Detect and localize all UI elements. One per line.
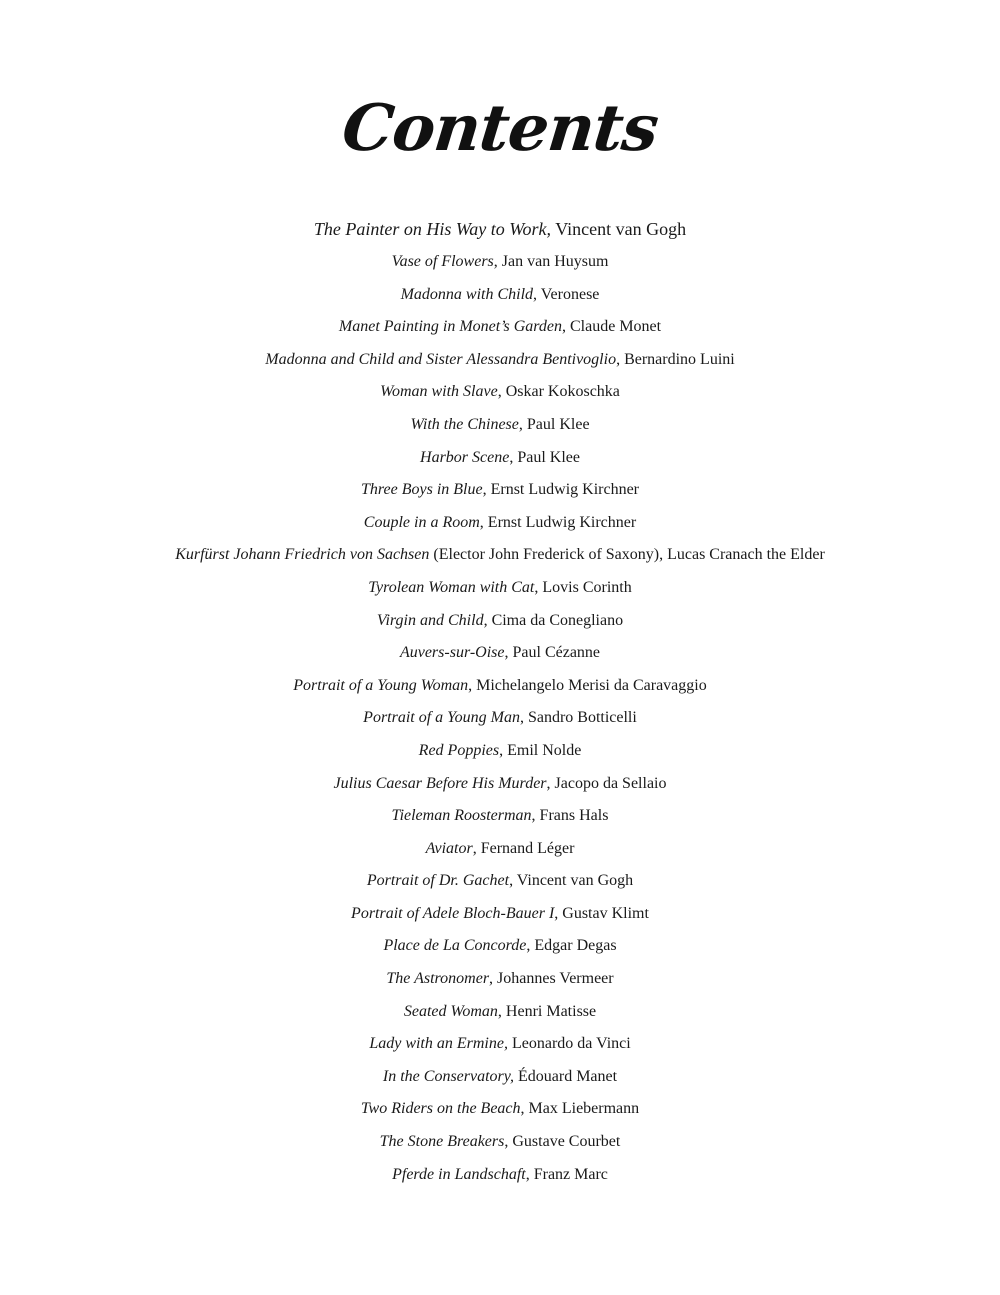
artist-name: Vincent van Gogh — [551, 219, 687, 239]
list-item — [0, 442, 1000, 475]
artwork-title: Place de La Concorde — [383, 937, 527, 955]
list-item — [0, 279, 1000, 312]
list-item — [0, 1093, 1000, 1126]
list-item — [0, 996, 1000, 1029]
artist-name: , Jan van Huysum — [493, 253, 609, 270]
list-item — [0, 637, 1000, 670]
contents-list — [0, 212, 1000, 1191]
list-item — [0, 768, 1000, 801]
artwork-title: In the Conservatory, — [382, 1067, 514, 1085]
artist-name: , Jacopo da Sellaio — [546, 774, 667, 792]
list-item — [0, 800, 1000, 833]
list-item — [0, 311, 1000, 344]
artwork-title: Lady with an Ermine, — [369, 1035, 508, 1053]
artwork-title: Pferde in Landschaft — [392, 1165, 526, 1183]
artwork-title: Tieleman Roosterman — [391, 807, 532, 825]
artwork-title: Couple in a Room — [363, 513, 480, 531]
artwork-title: With the Chinese — [410, 415, 519, 433]
artist-name: , Cima da Conegliano — [483, 611, 624, 629]
list-item — [0, 1159, 1000, 1192]
artist-name: , Fernand Léger — [472, 839, 575, 857]
artist-name: Leonardo da Vinci — [507, 1035, 631, 1053]
artist-name: , Max Liebermann — [520, 1100, 640, 1118]
artwork-title: The Astronomer — [386, 970, 490, 988]
list-item — [0, 246, 1000, 279]
artist-name: , Lovis Corinth — [534, 578, 632, 596]
artwork-title: The Stone Breakers — [379, 1133, 505, 1151]
list-item — [0, 833, 1000, 866]
artist-name: , Veronese — [533, 285, 600, 303]
list-item — [0, 930, 1000, 963]
artist-name: , Franz Marc — [525, 1165, 608, 1183]
artwork-title: The Painter on His Way to Work, — [313, 219, 552, 239]
artist-name: , Sandro Botticelli — [519, 709, 637, 727]
artwork-title: Julius Caesar Before His Murder — [333, 774, 547, 792]
list-item — [0, 539, 1000, 572]
list-item — [0, 1061, 1000, 1094]
artist-name: , Frans Hals — [531, 807, 609, 825]
artist-name: , Gustave Courbet — [504, 1133, 621, 1151]
artist-name: , Edgar Degas — [526, 937, 617, 955]
list-item — [0, 702, 1000, 735]
artist-name: (Elector John Frederick of Saxony), Lucas Cranach the Elder — [429, 546, 825, 564]
artist-name: , Bernardino Luini — [616, 350, 735, 368]
list-item — [0, 735, 1000, 768]
artist-name: , Gustav Klimt — [554, 904, 649, 922]
list-item — [0, 865, 1000, 898]
artist-name: , Vincent van Gogh — [509, 872, 634, 890]
artwork-title: Tyrolean Woman with Cat — [368, 578, 535, 596]
list-item — [0, 1126, 1000, 1159]
list-item — [0, 572, 1000, 605]
artwork-title: Woman with Slave — [380, 383, 498, 401]
artist-name: , Claude Monet — [562, 318, 662, 336]
artwork-title: Portrait of Adele Bloch-Bauer I — [351, 904, 555, 922]
artist-name: , Paul Klee — [518, 415, 590, 433]
list-item — [0, 344, 1000, 377]
artist-name: , Michelangelo Merisi da Caravaggio — [468, 676, 707, 694]
list-item — [0, 474, 1000, 507]
list-item — [0, 898, 1000, 931]
artist-name: , Emil Nolde — [499, 741, 582, 759]
artist-name: , Ernst Ludwig Kirchner — [479, 513, 637, 531]
artwork-title: Kurfürst Johann Friedrich von Sachsen — [175, 546, 430, 564]
artwork-title: Red Poppies — [418, 741, 500, 759]
list-item — [0, 409, 1000, 442]
artwork-title: Madonna with Child — [400, 285, 534, 303]
list-item — [0, 376, 1000, 409]
artwork-title: Vase of Flowers — [391, 253, 494, 270]
artist-name: , Johannes Vermeer — [489, 970, 614, 988]
page-title: Contents — [338, 91, 662, 166]
list-item — [0, 212, 1000, 246]
artist-name: , Ernst Ludwig Kirchner — [482, 481, 639, 499]
artist-name: , Paul Cézanne — [504, 644, 601, 662]
list-item — [0, 605, 1000, 638]
artist-name: , Oskar Kokoschka — [497, 383, 620, 401]
artwork-title: Virgin and Child — [376, 611, 484, 629]
artwork-title: Madonna and Child and Sister Alessandra Bentivoglio — [265, 350, 617, 368]
list-item — [0, 670, 1000, 703]
artist-name: Édouard Manet — [514, 1067, 618, 1085]
artwork-title: Aviator — [425, 839, 473, 857]
list-item — [0, 1028, 1000, 1061]
artwork-title: Two Riders on the Beach — [360, 1100, 521, 1118]
artwork-title: Three Boys in Blue — [360, 481, 483, 499]
artwork-title: Harbor Scene — [420, 448, 510, 466]
artwork-title: Portrait of a Young Woman — [293, 676, 469, 694]
artwork-title: Seated Woman — [403, 1002, 498, 1020]
artwork-title: Portrait of a Young Man — [363, 709, 520, 727]
artwork-title: Auvers-sur-Oise — [399, 644, 505, 662]
artwork-title: Manet Painting in Monet’s Garden — [338, 318, 562, 336]
list-item — [0, 963, 1000, 996]
list-item — [0, 507, 1000, 540]
artist-name: , Paul Klee — [509, 448, 580, 466]
artwork-title: Portrait of Dr. Gachet — [366, 872, 510, 890]
artist-name: , Henri Matisse — [497, 1002, 597, 1020]
